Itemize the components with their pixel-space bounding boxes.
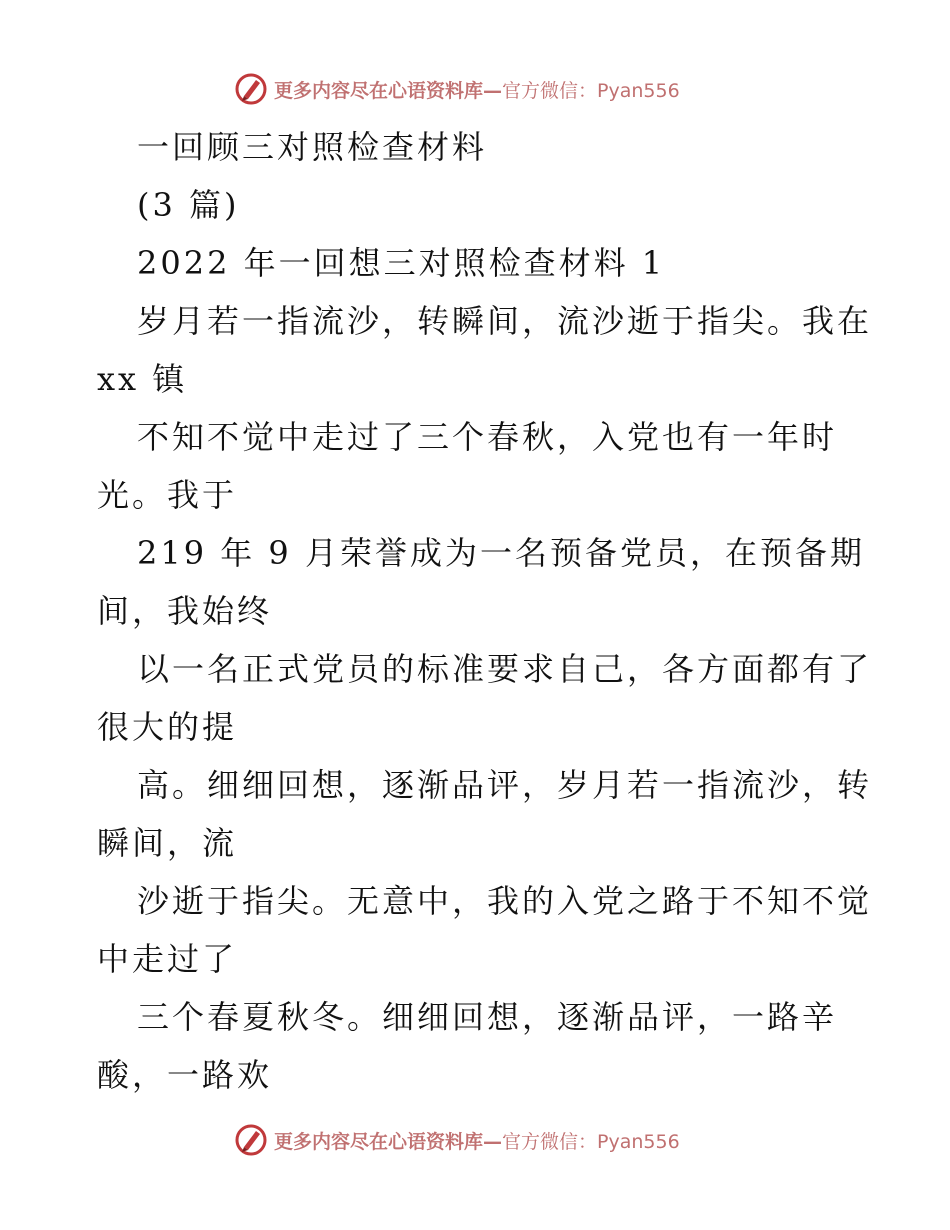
text-line: 光。我于 [97,476,238,514]
text-line: 间，我始终 [97,592,273,630]
text-line: xx 镇 [97,360,188,398]
banner-dash: — [483,79,503,102]
text-line: 中走过了 [97,940,238,978]
text-line: 岁月若一指流沙，转瞬间，流沙逝于指尖。我在 [137,302,873,340]
banner-text [274,76,680,103]
text-line: 三个春夏秋冬。细细回想，逐渐品评，一路辛 [137,998,838,1036]
banner-text [274,1127,680,1154]
pen-logo-icon [234,72,268,106]
banner-title: 更多内容尽在心语资料库 [274,1130,484,1153]
doc-heading: 2022 年一回想三对照检查材料 1 [137,244,666,282]
text-line: 高。细细回想，逐渐品评，岁月若一指流沙，转 [137,766,873,804]
footer-banner [234,1123,680,1157]
header-banner [234,72,680,106]
text-line: 瞬间，流 [97,824,238,862]
text-line: 不知不觉中走过了三个春秋，入党也有一年时 [137,418,838,456]
text-line: 以一名正式党员的标准要求自己，各方面都有了 [137,650,873,688]
banner-dash: — [483,1130,503,1153]
doc-title: 一回顾三对照检查材料 [137,128,488,166]
pen-logo-icon [234,1123,268,1157]
banner-wechat: 官方微信：Pyan556 [502,1130,680,1153]
text-line: 219 年 9 月荣誉成为一名预备党员，在预备期 [137,534,865,572]
banner-wechat: 官方微信：Pyan556 [502,79,680,102]
banner-title: 更多内容尽在心语资料库 [274,79,484,102]
text-line: 酸，一路欢 [97,1056,273,1094]
doc-subtitle: (3 篇) [137,186,240,224]
text-line: 沙逝于指尖。无意中，我的入党之路于不知不觉 [137,882,873,920]
text-line: 很大的提 [97,708,238,746]
